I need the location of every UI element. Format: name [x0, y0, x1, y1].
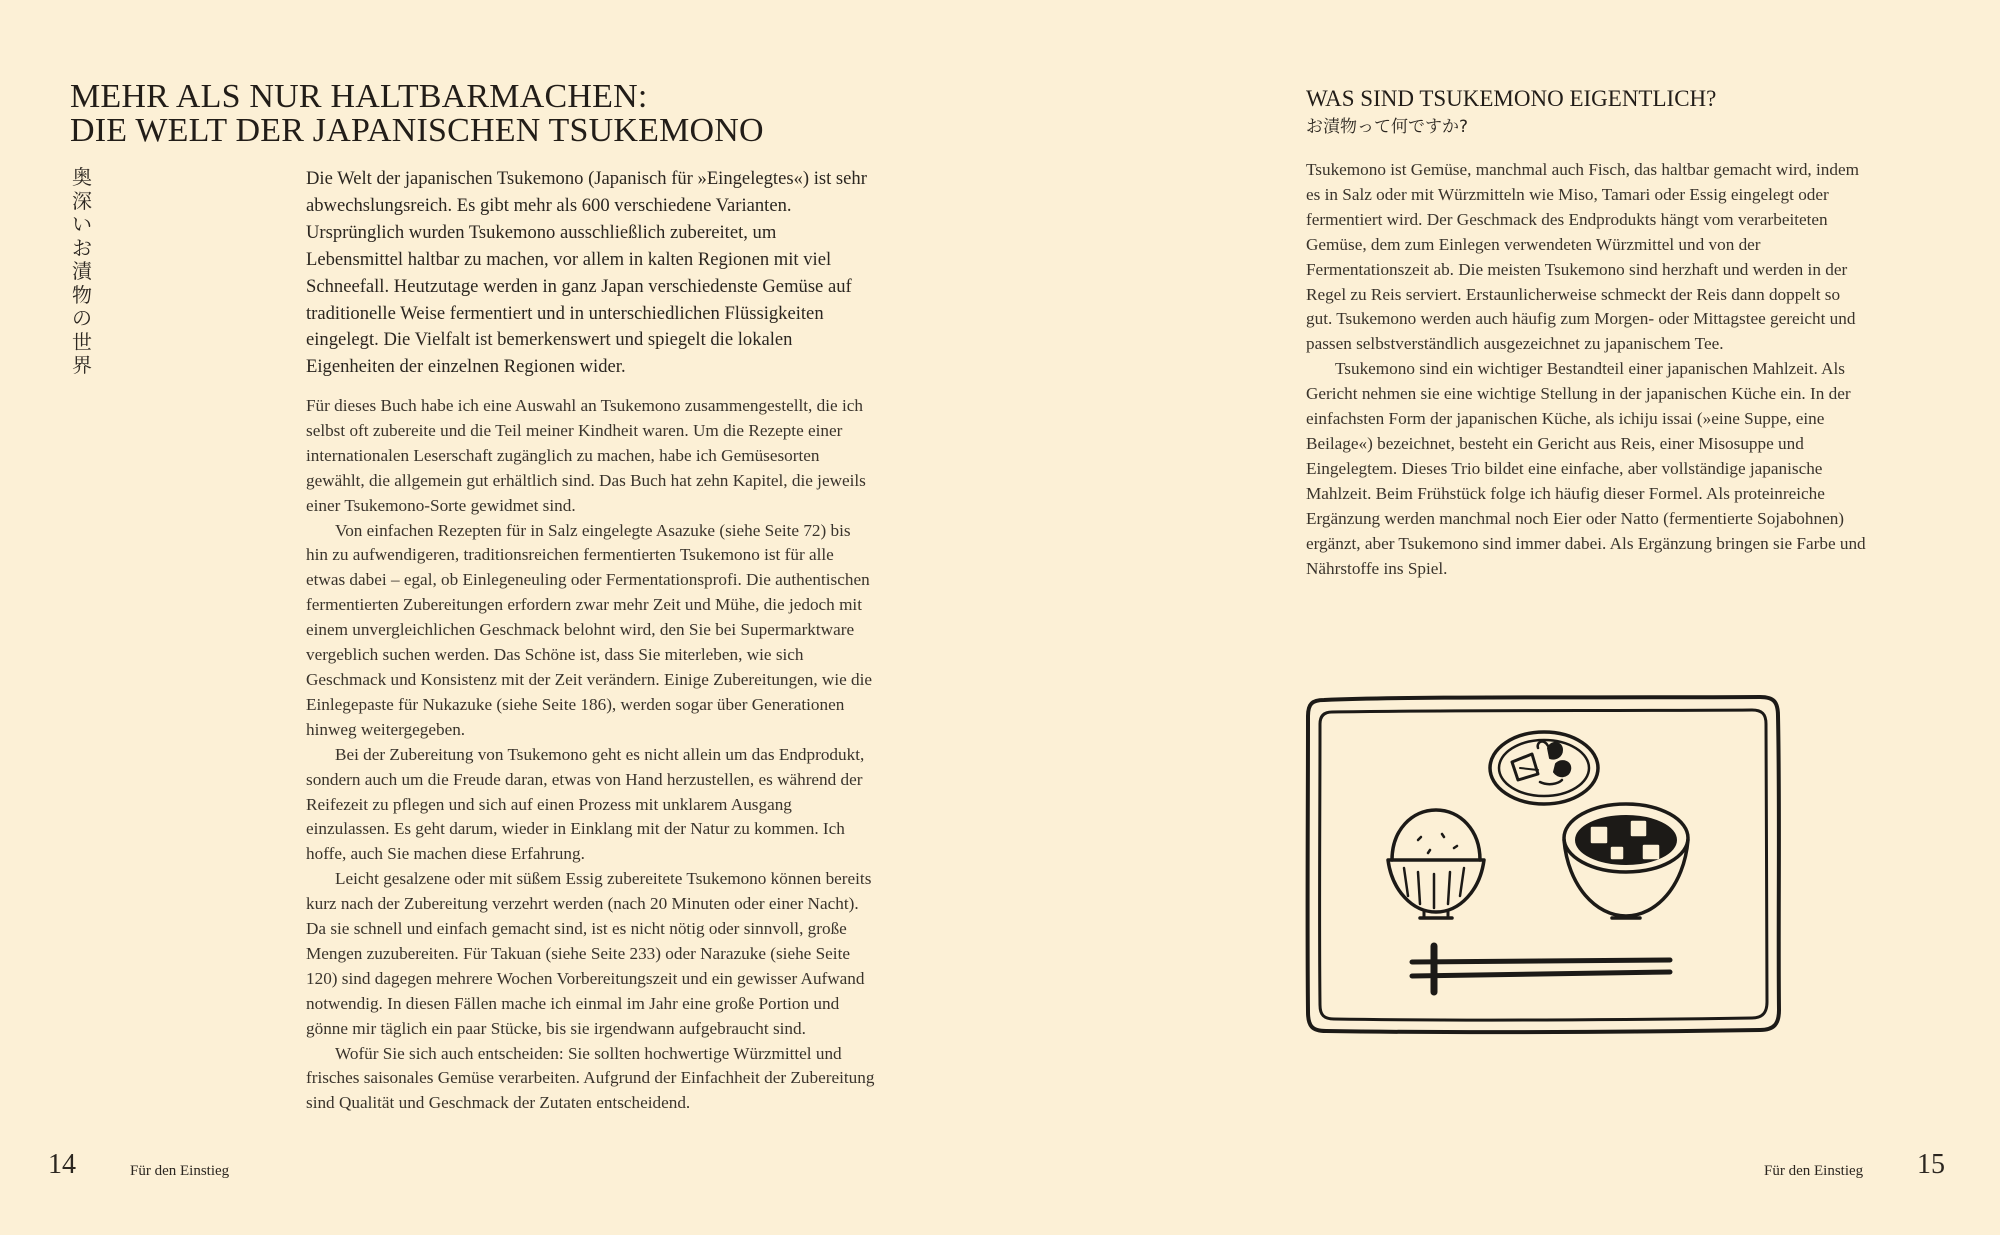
jp-char: 界 — [72, 353, 92, 377]
miso-soup-bowl-icon — [1564, 804, 1688, 918]
paragraph: Tsukemono ist Gemüse, manchmal auch Fisch, das haltbar gemacht wird, indem es in Salz oder mit Würzmitteln wie Miso, Tamari oder Essig eingelegt oder fermentiert wird. Der Geschmack des Endprodukts hängt vom verarbeiteten Gemüse, dem zum Einlegen verwendeten Würzmittel und von der Fermentationszeit ab. Die meisten Tsukemono sind herzhaft und werden in der Regel zu Reis serviert. Erstaunlicherweise schmeckt der Reis dann doppelt so gut. Tsukemono werden auch häufig zum Morgen- oder Mittagstee gereicht und passen selbstverständlich ausgezeichnet zu japanischem Tee. — [1306, 160, 1859, 354]
intro-paragraph: Die Welt der japanischen Tsukemono (Japanisch für »Eingelegtes«) ist sehr abwechslungsreich. Es gibt mehr als 600 verschiedene Varianten. Ursprünglich wurden Tsukemono ausschließlich zubereitet, um Lebensmittel haltbar zu machen, vor allem in kalten Regionen mit viel Schneefall. Heutzutage werden in ganz Japan verschiedenste Gemüse auf traditionelle Weise fermentiert und in unterschiedlichen Flüssigkeiten eingelegt. Die Vielfalt ist bemerkenswert und spiegelt die lokalen Eigenheiten der einzelnen Regionen wider. — [306, 168, 867, 378]
vertical-japanese-title — [70, 166, 94, 378]
rice-bowl-icon — [1388, 810, 1484, 918]
body-column-right — [1306, 158, 1870, 581]
chopsticks-icon — [1412, 946, 1670, 992]
tray-outer-icon — [1308, 697, 1779, 1032]
pickle-plate-icon — [1490, 732, 1598, 804]
paragraph: Tsukemono sind ein wichtiger Bestandteil einer japanischen Mahlzeit. Als Gericht nehmen sie eine wichtige Stellung in der japanischen Küche ein. In der einfachsten Form der japanischen Küche, als ichiju issai (»eine Suppe, eine Beilage«) bezeichnet, besteht ein Gericht aus Reis, einer Misosuppe und Eingelegtem. Dieses Trio bildet eine einfache, aber vollständige japanische Mahlzeit. Beim Frühstück folge ich häufig dieser Formel. Als proteinreiche Ergänzung werden manchmal noch Eier oder Natto (fermentierte Sojabohnen) ergänzt, aber Tsukemono sind immer dabei. Als Ergänzung bringen sie Farbe und Nährstoffe ins Spiel. — [1306, 359, 1866, 578]
paragraph: Leicht gesalzene oder mit süßem Essig zubereitete Tsukemono können bereits kurz nach der Zubereitung verzehrt werden (nach 20 Minuten oder einer Nacht). Da sie schnell und einfach gemacht sind, ist es nicht nötig oder sinnvoll, große Mengen zuzubereiten. Für Takuan (siehe Seite 233) oder Narazuke (siehe Seite 120) sind dagegen mehrere Wochen Vorbereitungszeit und ein gewisser Aufwand notwendig. In diesen Fällen mache ich einmal im Jahr eine große Portion und gönne mir täglich ein paar Stücke, bis sie irgendwann aufgebraucht sind. — [306, 869, 872, 1038]
jp-char: 世 — [72, 329, 92, 354]
paragraph: Für dieses Buch habe ich eine Auswahl an Tsukemono zusammengestellt, die ich selbst oft zubereite und die Teil meiner Kindheit waren. Um die Rezepte einer internationalen Leserschaft zugänglich zu machen, habe ich Gemüsesorten gewählt, die allgemein gut erhältlich sind. Das Buch hat zehn Kapitel, die jeweils einer Tsukemono-Sorte gewidmet sind. — [306, 396, 866, 515]
page-number-right: 15 — [1917, 1149, 1945, 1180]
title-line-1: MEHR ALS NUR HALTBARMACHEN: — [70, 78, 648, 115]
tray-meal-illustration — [1300, 690, 1784, 1040]
page-title — [70, 80, 764, 148]
jp-char: お — [72, 235, 92, 260]
section-title-japanese: お漬物って何ですか? — [1306, 117, 1469, 137]
paragraph: Bei der Zubereitung von Tsukemono geht es nicht allein um das Endprodukt, sondern auch um die Freude daran, etwas von Hand herzustellen, es während der Reifezeit zu pflegen und sich auf einen Prozess mit unklarem Ausgang einzulassen. Es geht darum, wieder in Einklang mit der Natur zu kommen. Ich hoffe, auch Sie machen diese Erfahrung. — [306, 744, 865, 864]
jp-char: の — [72, 306, 92, 330]
jp-char: 深 — [72, 188, 92, 213]
jp-char: 漬 — [72, 259, 92, 283]
body-column-left — [306, 394, 875, 1116]
title-line-2: DIE WELT DER JAPANISCHEN TSUKEMONO — [70, 112, 764, 149]
jp-char: い — [72, 212, 92, 236]
paragraph: Von einfachen Rezepten für in Salz eingelegte Asazuke (siehe Seite 72) bis hin zu aufwendigeren, traditionsreichen fermentierten Tsukemono ist für alle etwas dabei – egal, ob Einlegeneuling oder Fermentationsprofi. Die authentischen fermentierten Zubereitungen erfordern zwar mehr Zeit und Mühe, die jedoch mit einem unvergleichlichen Geschmack belohnt wird, den Sie bei Supermarktware vergeblich suchen werden. Das Schöne ist, dass Sie miterleben, wie sich Geschmack und Konsistenz mit der Zeit verändern. Einige Zubereitungen, wie die Einlegepaste für Nukazuke (siehe Seite 186), werden sogar über Generationen hinweg weitergegeben. — [306, 520, 873, 739]
paragraph: Wofür Sie sich auch entscheiden: Sie sollten hochwertige Würzmittel und frisches saisonales Gemüse verarbeiten. Aufgrund der Einfachheit der Zubereitung sind Qualität und Geschmack der Zutaten entscheidend. — [306, 1043, 875, 1113]
jp-char: 物 — [72, 282, 92, 307]
page-number-left: 14 — [48, 1149, 76, 1180]
running-head-left: Für den Einstieg — [130, 1163, 230, 1179]
section-title: WAS SIND TSUKEMONO EIGENTLICH? — [1306, 86, 1717, 111]
jp-char: 奥 — [72, 165, 92, 189]
running-head-right: Für den Einstieg — [1764, 1163, 1864, 1179]
